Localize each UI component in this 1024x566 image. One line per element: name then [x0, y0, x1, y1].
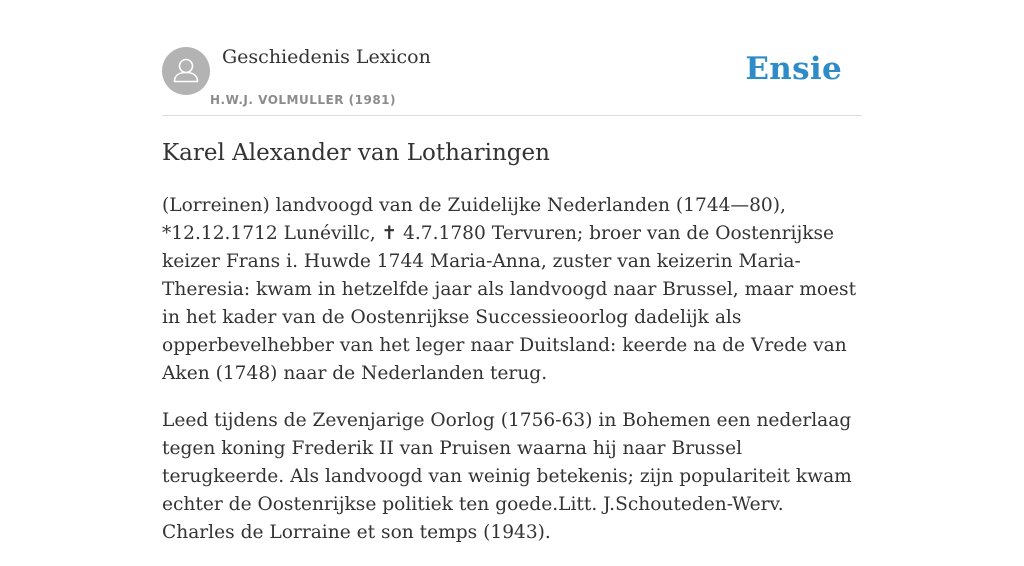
user-avatar-icon[interactable]	[162, 47, 210, 95]
article-paragraph: (Lorreinen) landvoogd van de Zuidelijke Nederlanden (1744—80), *12.12.1712 Lunévillc, ✝ 4.7.1780 Tervuren; broer van de Oostenrijkse keizer Frans i. Huwde 1744 Maria-Anna, zuster van keizerin Maria-Theresia: kwam in hetzelfde jaar als landvoogd naar Brussel, maar moest in het kader van de Oostenrijkse Successieoorlog dadelijk als opperbevelhebber van het leger naar Duitsland: keerde na de Vrede van Aken (1748) naar de Nederlanden terug.	[162, 195, 857, 384]
article-paragraph: Leed tijdens de Zevenjarige Oorlog (1756-63) in Bohemen een nederlaag tegen koning Frederik II van Pruisen waarna hij naar Brussel terugkeerde. Als landvoogd van weinig betekenis; zijn populariteit kwam echter de Oostenrijkse politiek ten goede.Litt. J.Schouteden-Werv. Charles de Lorraine et son temps (1943).	[162, 410, 852, 543]
lexicon-name[interactable]: Geschiedenis Lexicon	[222, 46, 431, 68]
page	[162, 0, 862, 543]
author-credit: H.W.J. VOLMULLER (1981)	[210, 93, 397, 107]
ensie-logo[interactable]: Ensie	[745, 51, 842, 87]
header	[162, 0, 862, 116]
article-body	[162, 192, 862, 566]
article-title: Karel Alexander van Lotharingen	[162, 140, 550, 166]
